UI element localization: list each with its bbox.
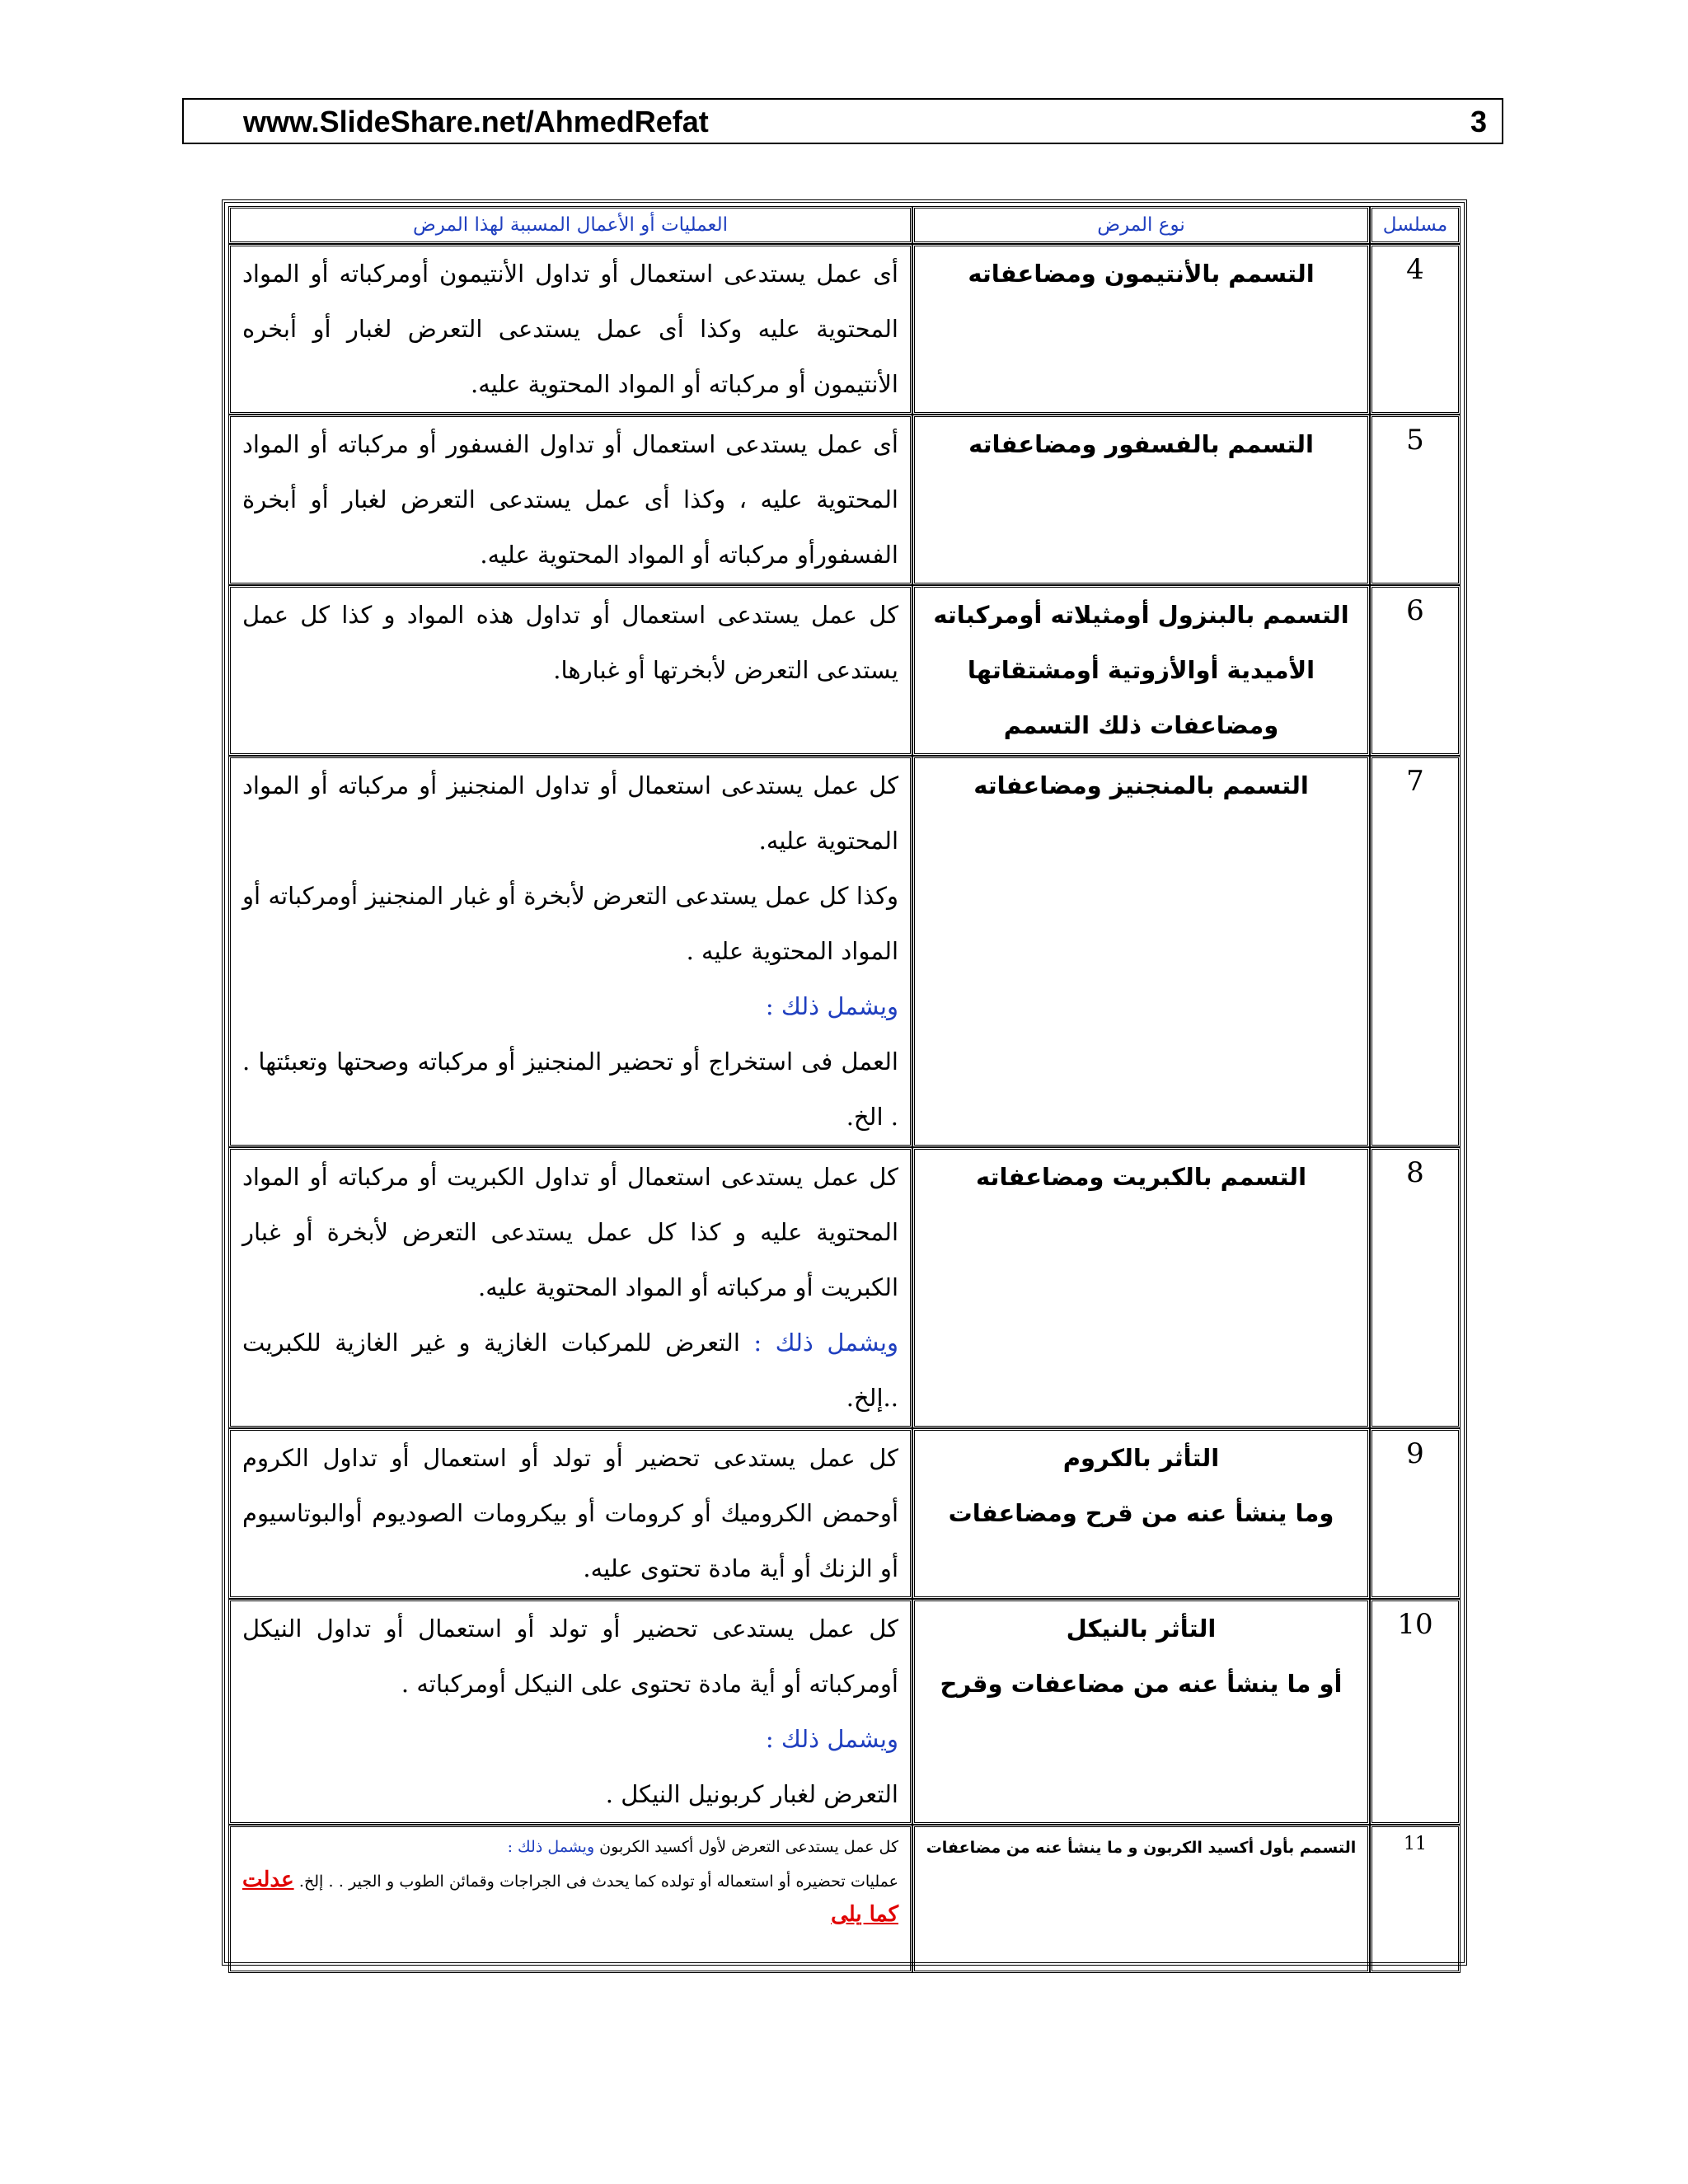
table-row xyxy=(228,1428,1461,1599)
table-row xyxy=(228,585,1461,756)
processes-text: كل عمل يستدعى تحضير أو تولد أو استعمال أو تداول الكروم أوحمض الكروميك أو كرومات أو بيكرومات الصوديوم أوالبوتاسيوم أو الزنك أو أية مادة تحتوى عليه. xyxy=(242,1444,898,1582)
processes-text: كل عمل يستدعى استعمال أو تداول المنجنيز أو مركباته أو المواد المحتوية عليه. xyxy=(242,771,898,855)
includes-label: ويشمل ذلك : xyxy=(507,1838,595,1856)
processes-text: كل عمل يستدعى تحضير أو تولد أو استعمال أو تداول النيكل أومركباته أو أية مادة تحتوى على النيكل أومركباته . xyxy=(242,1615,898,1698)
table-row xyxy=(228,244,1461,415)
processes-line xyxy=(242,1830,898,1863)
processes-text: كل عمل يستدعى استعمال أو تداول هذه المواد و كذا كل عمل يستدعى التعرض لأبخرتها أو غبارها. xyxy=(242,601,898,684)
disease-cell xyxy=(912,585,1370,756)
processes-cell xyxy=(228,1825,912,1973)
includes-paragraph xyxy=(242,979,898,1034)
disease-cell: التسمم بأول أكسيد الكربون و ما ينشأ عنه من مضاعفات xyxy=(912,1825,1370,1973)
serial-cell: 8 xyxy=(1370,1147,1461,1428)
includes-paragraph xyxy=(242,1315,898,1426)
serial-cell: 5 xyxy=(1370,415,1461,585)
disease-line: التأثر بالكروم xyxy=(1062,1444,1220,1472)
serial-cell: 11 xyxy=(1370,1825,1461,1973)
disease-cell xyxy=(912,756,1370,1147)
serial-cell: 6 xyxy=(1370,585,1461,756)
processes-cell xyxy=(228,1599,912,1825)
disease-line: الأميدية أوالأزوتية أومشتقاتها xyxy=(967,656,1315,684)
table-row xyxy=(228,1599,1461,1825)
processes-cell xyxy=(228,756,912,1147)
includes-label: ويشمل ذلك : xyxy=(753,1329,898,1357)
serial-cell: 4 xyxy=(1370,244,1461,415)
includes-paragraph xyxy=(242,1712,898,1767)
diseases-table xyxy=(222,199,1467,1966)
disease-line: التسمم بالبنزول أومثيلاته أومركباته xyxy=(933,601,1349,629)
processes-text: عمليات تحضيره أو استعماله أو تولده كما يحدث فى الجراجات وقمائن الطوب و الجير . . إلخ. xyxy=(298,1872,898,1891)
processes-cell xyxy=(228,1147,912,1428)
processes-cell xyxy=(228,415,912,585)
table-row xyxy=(228,1147,1461,1428)
page-header xyxy=(182,98,1503,144)
page-number: 3 xyxy=(1470,105,1487,138)
disease-line: التسمم بالكبريت ومضاعفاته xyxy=(975,1163,1307,1191)
table-row-last xyxy=(228,1825,1461,1973)
disease-cell xyxy=(912,1599,1370,1825)
processes-cell xyxy=(228,585,912,756)
amendment-note: عدلت كما يلى xyxy=(242,1868,898,1927)
includes-label: ويشمل ذلك : xyxy=(765,1725,898,1753)
includes-label: ويشمل ذلك : xyxy=(765,992,898,1020)
includes-text: التعرض للمركبات الغازية و غير الغازية للكبريت ..إلخ. xyxy=(242,1329,898,1412)
disease-line: أو ما ينشأ عنه من مضاعفات وقرح xyxy=(940,1670,1343,1698)
table-row xyxy=(228,756,1461,1147)
processes-cell xyxy=(228,1428,912,1599)
processes-text: كل عمل يستدعى التعرض لأول أكسيد الكربون xyxy=(599,1838,898,1856)
disease-line: ومضاعفات ذلك التسمم xyxy=(1003,711,1279,739)
disease-cell xyxy=(912,1428,1370,1599)
column-header-processes: العمليات أو الأعمال المسببة لهذا المرض xyxy=(228,206,912,244)
disease-line: التسمم بالأنتيمون ومضاعفاته xyxy=(968,260,1315,288)
disease-line: التسمم بالفسفور ومضاعفاته xyxy=(968,430,1314,458)
disease-cell xyxy=(912,244,1370,415)
disease-line: وما ينشأ عنه من قرح ومضاعفات xyxy=(948,1499,1334,1527)
serial-cell: 9 xyxy=(1370,1428,1461,1599)
disease-line: التسمم بالمنجنيز ومضاعفاته xyxy=(973,771,1309,799)
processes-cell xyxy=(228,244,912,415)
includes-text: العمل فى استخراج أو تحضير المنجنيز أو مركباته وصحتها وتعبئتها . . الخ. xyxy=(242,1047,898,1131)
processes-text: كل عمل يستدعى استعمال أو تداول الكبريت أو مركباته أو المواد المحتوية عليه و كذا كل عمل يستدعى التعرض لأبخرة أو غبار الكبريت أو مركباته أو المواد المحتوية عليه. xyxy=(242,1163,898,1301)
table-row xyxy=(228,415,1461,585)
table-header-row xyxy=(228,206,1461,244)
disease-line: التأثر بالنيكل xyxy=(1066,1615,1217,1643)
header-url: www.SlideShare.net/AhmedRefat xyxy=(243,105,709,138)
includes-text: التعرض لغبار كربونيل النيكل . xyxy=(605,1780,898,1808)
serial-cell: 10 xyxy=(1370,1599,1461,1825)
column-header-serial: مسلسل xyxy=(1370,206,1461,244)
processes-line xyxy=(242,1863,898,1933)
disease-cell xyxy=(912,1147,1370,1428)
processes-text: أى عمل يستدعى استعمال أو تداول الفسفور أو مركباته أو المواد المحتوية عليه ، وكذا أى عمل يستدعى التعرض لغبار أو أبخرة الفسفورأو مركباته أو المواد المحتوية عليه. xyxy=(242,430,898,569)
processes-text: وكذا كل عمل يستدعى التعرض لأبخرة أو غبار المنجنيز أومركباته أو المواد المحتوية عليه . xyxy=(242,882,898,965)
column-header-disease: نوع المرض xyxy=(912,206,1370,244)
serial-cell: 7 xyxy=(1370,756,1461,1147)
processes-text: أى عمل يستدعى استعمال أو تداول الأنتيمون أومركباته أو المواد المحتوية عليه وكذا أى عمل يستدعى التعرض لغبار أو أبخره الأنتيمون أو مركباته أو المواد المحتوية عليه. xyxy=(242,260,898,398)
disease-cell xyxy=(912,415,1370,585)
